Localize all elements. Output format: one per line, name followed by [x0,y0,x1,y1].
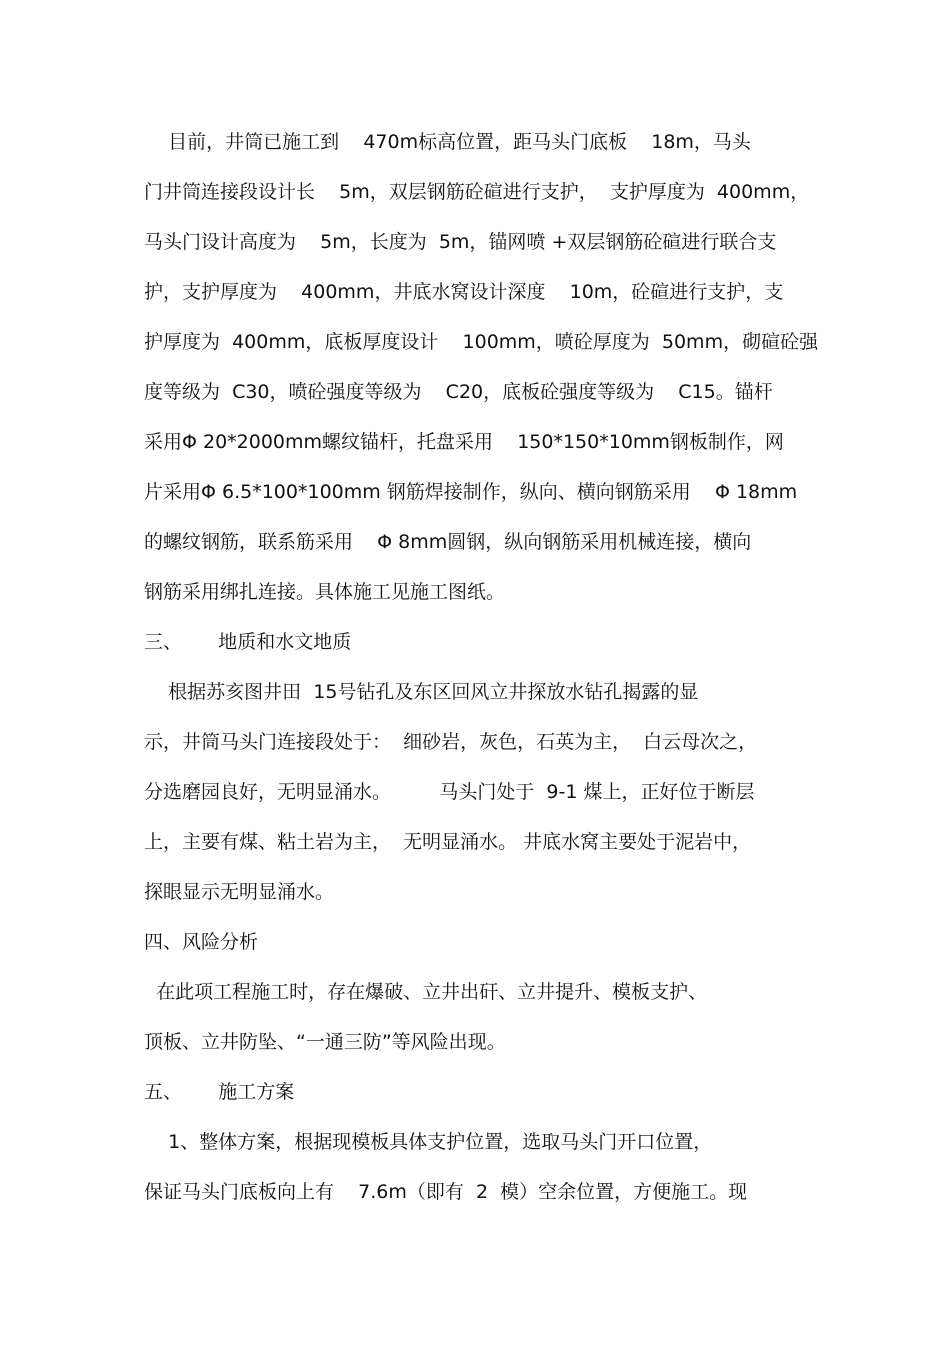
paragraph-line: 的螺纹钢筋，联系筋采用 Φ 8mm圆钢，纵向钢筋采用机械连接，横向 [144,531,752,553]
paragraph-line: 根据苏亥图井田 15号钻孔及东区回风立井探放水钻孔揭露的显 [144,681,699,703]
paragraph-line: 护厚度为 400mm，底板厚度设计 100mm，喷砼厚度为 50mm，砌碹砼强 [144,331,819,353]
paragraph-line: 保证马头门底板向上有 7.6m（即有 2 模）空余位置，方便施工。现 [144,1181,748,1203]
paragraph-line: 片采用Φ 6.5*100*100mm 钢筋焊接制作，纵向、横向钢筋采用 Φ 18mm [144,481,798,503]
paragraph-line: 顶板、立井防坠、“一通三防”等风险出现。 [144,1031,506,1053]
paragraph-line: 门井筒连接段设计长 5m，双层钢筋砼碹进行支护， 支护厚度为 400mm， [144,181,810,203]
paragraph-line: 钢筋采用绑扎连接。具体施工见施工图纸。 [144,581,506,603]
paragraph-line: 上，主要有煤、粘土岩为主， 无明显涌水。 井底水窝主要处于泥岩中， [144,831,752,853]
section-heading: 三、 地质和水文地质 [144,631,352,653]
section-heading: 五、 施工方案 [144,1081,295,1103]
paragraph-line: 马头门设计高度为 5m，长度为 5m，锚网喷 +双层钢筋砼碹进行联合支 [144,231,777,253]
paragraph-line: 目前，井筒已施工到 470m标高位置，距马头门底板 18m，马头 [144,131,751,153]
section-heading: 四、风险分析 [144,931,259,953]
paragraph-line: 在此项工程施工时，存在爆破、立井出矸、立井提升、模板支护、 [144,981,708,1003]
paragraph-line: 采用Φ 20*2000mm螺纹锚杆，托盘采用 150*150*10mm钢板制作，网 [144,431,784,453]
paragraph-line: 1、整体方案，根据现模板具体支护位置，选取马头门开口位置， [144,1131,713,1153]
paragraph-line: 探眼显示无明显涌水。 [144,881,335,903]
paragraph-line: 度等级为 C30，喷砼强度等级为 C20，底板砼强度等级为 C15。锚杆 [144,381,773,403]
paragraph-line: 分选磨园良好，无明显涌水。 马头门处于 9-1 煤上，正好位于断层 [144,781,755,803]
paragraph-line: 护，支护厚度为 400mm，井底水窝设计深度 10m，砼碹进行支护，支 [144,281,784,303]
paragraph-line: 示，井筒马头门连接段处于： 细砂岩，灰色，石英为主， 白云母次之， [144,731,758,753]
